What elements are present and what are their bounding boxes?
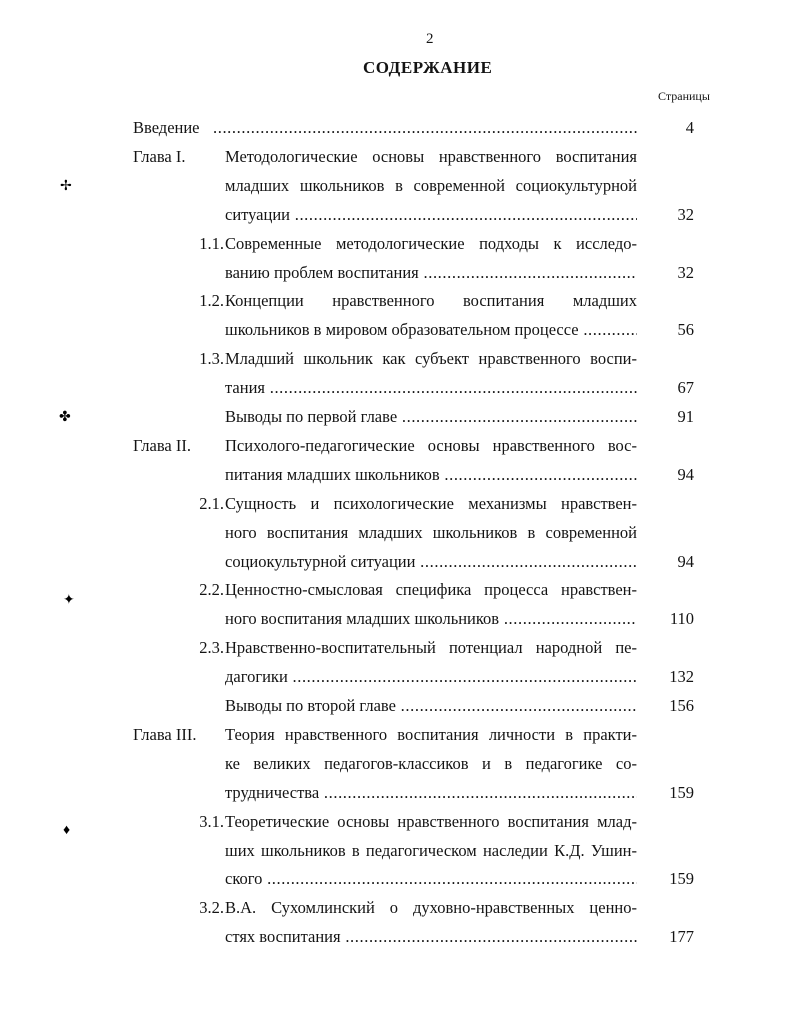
toc-entry-text xyxy=(225,347,637,371)
toc-entry-title: ситуации xyxy=(225,204,290,224)
toc-line xyxy=(0,492,791,516)
scan-mark-icon: ✦ xyxy=(63,593,75,608)
toc-entry-title: Концепции нравственного воспитания младших xyxy=(225,291,637,311)
toc-line xyxy=(0,867,791,891)
toc-line xyxy=(0,578,791,602)
toc-entry-title: ного воспитания младших школьников в современной xyxy=(225,522,637,542)
toc-line xyxy=(0,463,791,487)
leader-dots xyxy=(213,118,637,137)
toc-line xyxy=(0,694,791,718)
toc-section-number: 2.2. xyxy=(199,580,224,600)
toc-title: СОДЕРЖАНИЕ xyxy=(363,58,493,77)
toc-page-number: 159 xyxy=(669,869,694,889)
toc-line xyxy=(0,434,791,458)
leader-dots xyxy=(288,667,637,686)
toc-line xyxy=(0,232,791,256)
leader-dots xyxy=(290,205,637,224)
toc-line xyxy=(0,318,791,342)
toc-entry-title: Нравственно-воспитательный потенциал народной пе- xyxy=(225,638,637,658)
toc-entry-title: Психолого-педагогические основы нравственного вос- xyxy=(225,435,637,455)
toc-line xyxy=(0,839,791,863)
toc-line xyxy=(0,289,791,313)
toc-entry-text xyxy=(225,463,637,487)
toc-entry-title: ших школьников в педагогическом наследии К.Д. Ушин- xyxy=(225,840,637,860)
page-number: 2 xyxy=(426,31,434,47)
toc-entry-text xyxy=(225,405,637,429)
leader-dots xyxy=(415,552,637,571)
toc-page-number: 156 xyxy=(669,696,694,715)
toc-section-number: 3.1. xyxy=(199,811,224,831)
toc-entry-text xyxy=(225,896,637,920)
toc-entry-title: трудничества xyxy=(225,782,320,802)
toc-entry-title: дагогики xyxy=(225,667,288,687)
toc-entry-title: Современные методологические подходы к исследо- xyxy=(225,233,637,253)
toc-entry-text xyxy=(225,810,637,834)
leader-dots xyxy=(319,783,637,802)
toc-entry-title: стях воспитания xyxy=(225,927,341,947)
toc-line xyxy=(0,896,791,920)
toc-line xyxy=(0,203,791,227)
toc-page-number: 110 xyxy=(669,609,694,629)
toc-line xyxy=(0,145,791,169)
toc-entry-text xyxy=(225,694,637,718)
toc-entry-title: социокультурной ситуации xyxy=(225,551,416,571)
toc-page-number: 94 xyxy=(677,464,694,484)
toc-entry-title: ского xyxy=(225,869,263,889)
leader-dots xyxy=(397,407,637,426)
toc-chapter-label: Глава I. xyxy=(133,146,186,166)
toc-entry-text xyxy=(225,376,637,400)
toc-line xyxy=(0,550,791,574)
pages-caption: Страницы xyxy=(658,89,710,103)
toc-entry-text xyxy=(225,318,637,342)
leader-dots xyxy=(499,609,637,628)
toc-chapter-label: Глава II. xyxy=(133,435,191,455)
toc-entry-text xyxy=(225,781,637,805)
toc-section-number: 2.1. xyxy=(199,493,224,513)
toc-entry-title: Ценностно-смысловая специфика процесса нравствен- xyxy=(225,580,637,600)
toc-chapter-label: Глава III. xyxy=(133,724,197,744)
toc-entry-title: Младший школьник как субъект нравственного воспи- xyxy=(225,349,637,369)
leader-dots xyxy=(419,263,637,282)
toc-page-number: 132 xyxy=(669,667,694,687)
toc-page-number: 4 xyxy=(685,118,694,137)
toc-line xyxy=(0,781,791,805)
toc-line xyxy=(0,723,791,747)
toc-page-number: 32 xyxy=(677,262,694,282)
toc-entry-text xyxy=(225,665,637,689)
leader-dots xyxy=(262,869,637,888)
toc-entry-text xyxy=(225,752,637,776)
toc-page-number: 159 xyxy=(669,782,694,802)
toc-entry-text xyxy=(225,578,637,602)
toc-page-number: 177 xyxy=(669,927,694,947)
toc-entry-title: младших школьников в современной социокультурной xyxy=(225,175,637,195)
toc-entry-title: Сущность и психологические механизмы нравствен- xyxy=(225,493,637,513)
toc-entry-title: питания младших школьников xyxy=(225,464,440,484)
toc-section-number: 3.2. xyxy=(199,898,224,918)
toc-entry-title: Методологические основы нравственного воспитания xyxy=(225,146,637,166)
toc-entry-text xyxy=(225,434,637,458)
toc-line xyxy=(0,521,791,545)
toc-page-number: 56 xyxy=(677,320,694,340)
toc-entry-text xyxy=(225,867,637,891)
toc-page-number: 67 xyxy=(677,378,694,398)
toc-entry-title: тания xyxy=(225,378,265,398)
toc-entry-title: Теория нравственного воспитания личности в практи- xyxy=(225,724,637,744)
leader-dots xyxy=(579,320,637,339)
toc-line xyxy=(0,376,791,400)
toc-entry-title: Выводы по второй главе xyxy=(225,696,396,715)
toc-page-number: 91 xyxy=(677,407,694,426)
toc-entry-text xyxy=(225,607,637,631)
toc-entry-text xyxy=(225,636,637,660)
toc-entry-title: В.А. Сухомлинский о духовно-нравственных ценно- xyxy=(225,898,637,918)
scan-mark-icon: ✤ xyxy=(59,410,71,425)
leader-dots xyxy=(396,696,637,715)
toc-entry-text xyxy=(225,261,637,285)
toc-entry-text xyxy=(213,116,637,140)
toc-line xyxy=(0,174,791,198)
leader-dots xyxy=(341,927,637,946)
toc-entry-text xyxy=(225,723,637,747)
leader-dots xyxy=(265,378,637,397)
toc-entry-text xyxy=(225,145,637,169)
toc-section-number: 1.3. xyxy=(199,349,224,369)
leader-dots xyxy=(440,465,637,484)
toc-entry-text xyxy=(225,174,637,198)
toc-entry-title: Выводы по первой главе xyxy=(225,407,398,426)
toc-line xyxy=(0,116,791,140)
toc-entry-title: ке великих педагогов-классиков и в педагогике со- xyxy=(225,753,637,773)
toc-line xyxy=(0,405,791,429)
scan-mark-icon: ✢ xyxy=(60,179,72,194)
toc-section-number: 1.1. xyxy=(199,233,224,253)
toc-line xyxy=(0,636,791,660)
toc-entry-title: школьников в мировом образовательном процессе xyxy=(225,320,579,340)
scan-mark-icon: ♦ xyxy=(63,823,71,838)
toc-entry-text xyxy=(225,289,637,313)
toc-entry-text xyxy=(225,839,637,863)
toc-line xyxy=(0,607,791,631)
toc-entry-text xyxy=(225,492,637,516)
toc-page-number: 32 xyxy=(677,204,694,224)
toc-line xyxy=(0,347,791,371)
toc-entry-text xyxy=(225,521,637,545)
toc-section-number: 1.2. xyxy=(199,291,224,311)
toc-line xyxy=(0,925,791,949)
toc-line xyxy=(0,261,791,285)
toc-entry-title: Теоретические основы нравственного воспитания млад- xyxy=(225,811,637,831)
toc-line xyxy=(0,665,791,689)
toc-line xyxy=(0,752,791,776)
toc-entry-text xyxy=(225,203,637,227)
toc-page-number: 94 xyxy=(677,551,694,571)
toc-line xyxy=(0,810,791,834)
toc-entry-text xyxy=(225,925,637,949)
toc-chapter-label: Введение xyxy=(133,118,200,137)
toc-entry-text xyxy=(225,232,637,256)
toc-section-number: 2.3. xyxy=(199,638,224,658)
toc-entry-text xyxy=(225,550,637,574)
toc-entry-title: ного воспитания младших школьников xyxy=(225,609,500,629)
toc-entry-title: ванию проблем воспитания xyxy=(225,262,419,282)
